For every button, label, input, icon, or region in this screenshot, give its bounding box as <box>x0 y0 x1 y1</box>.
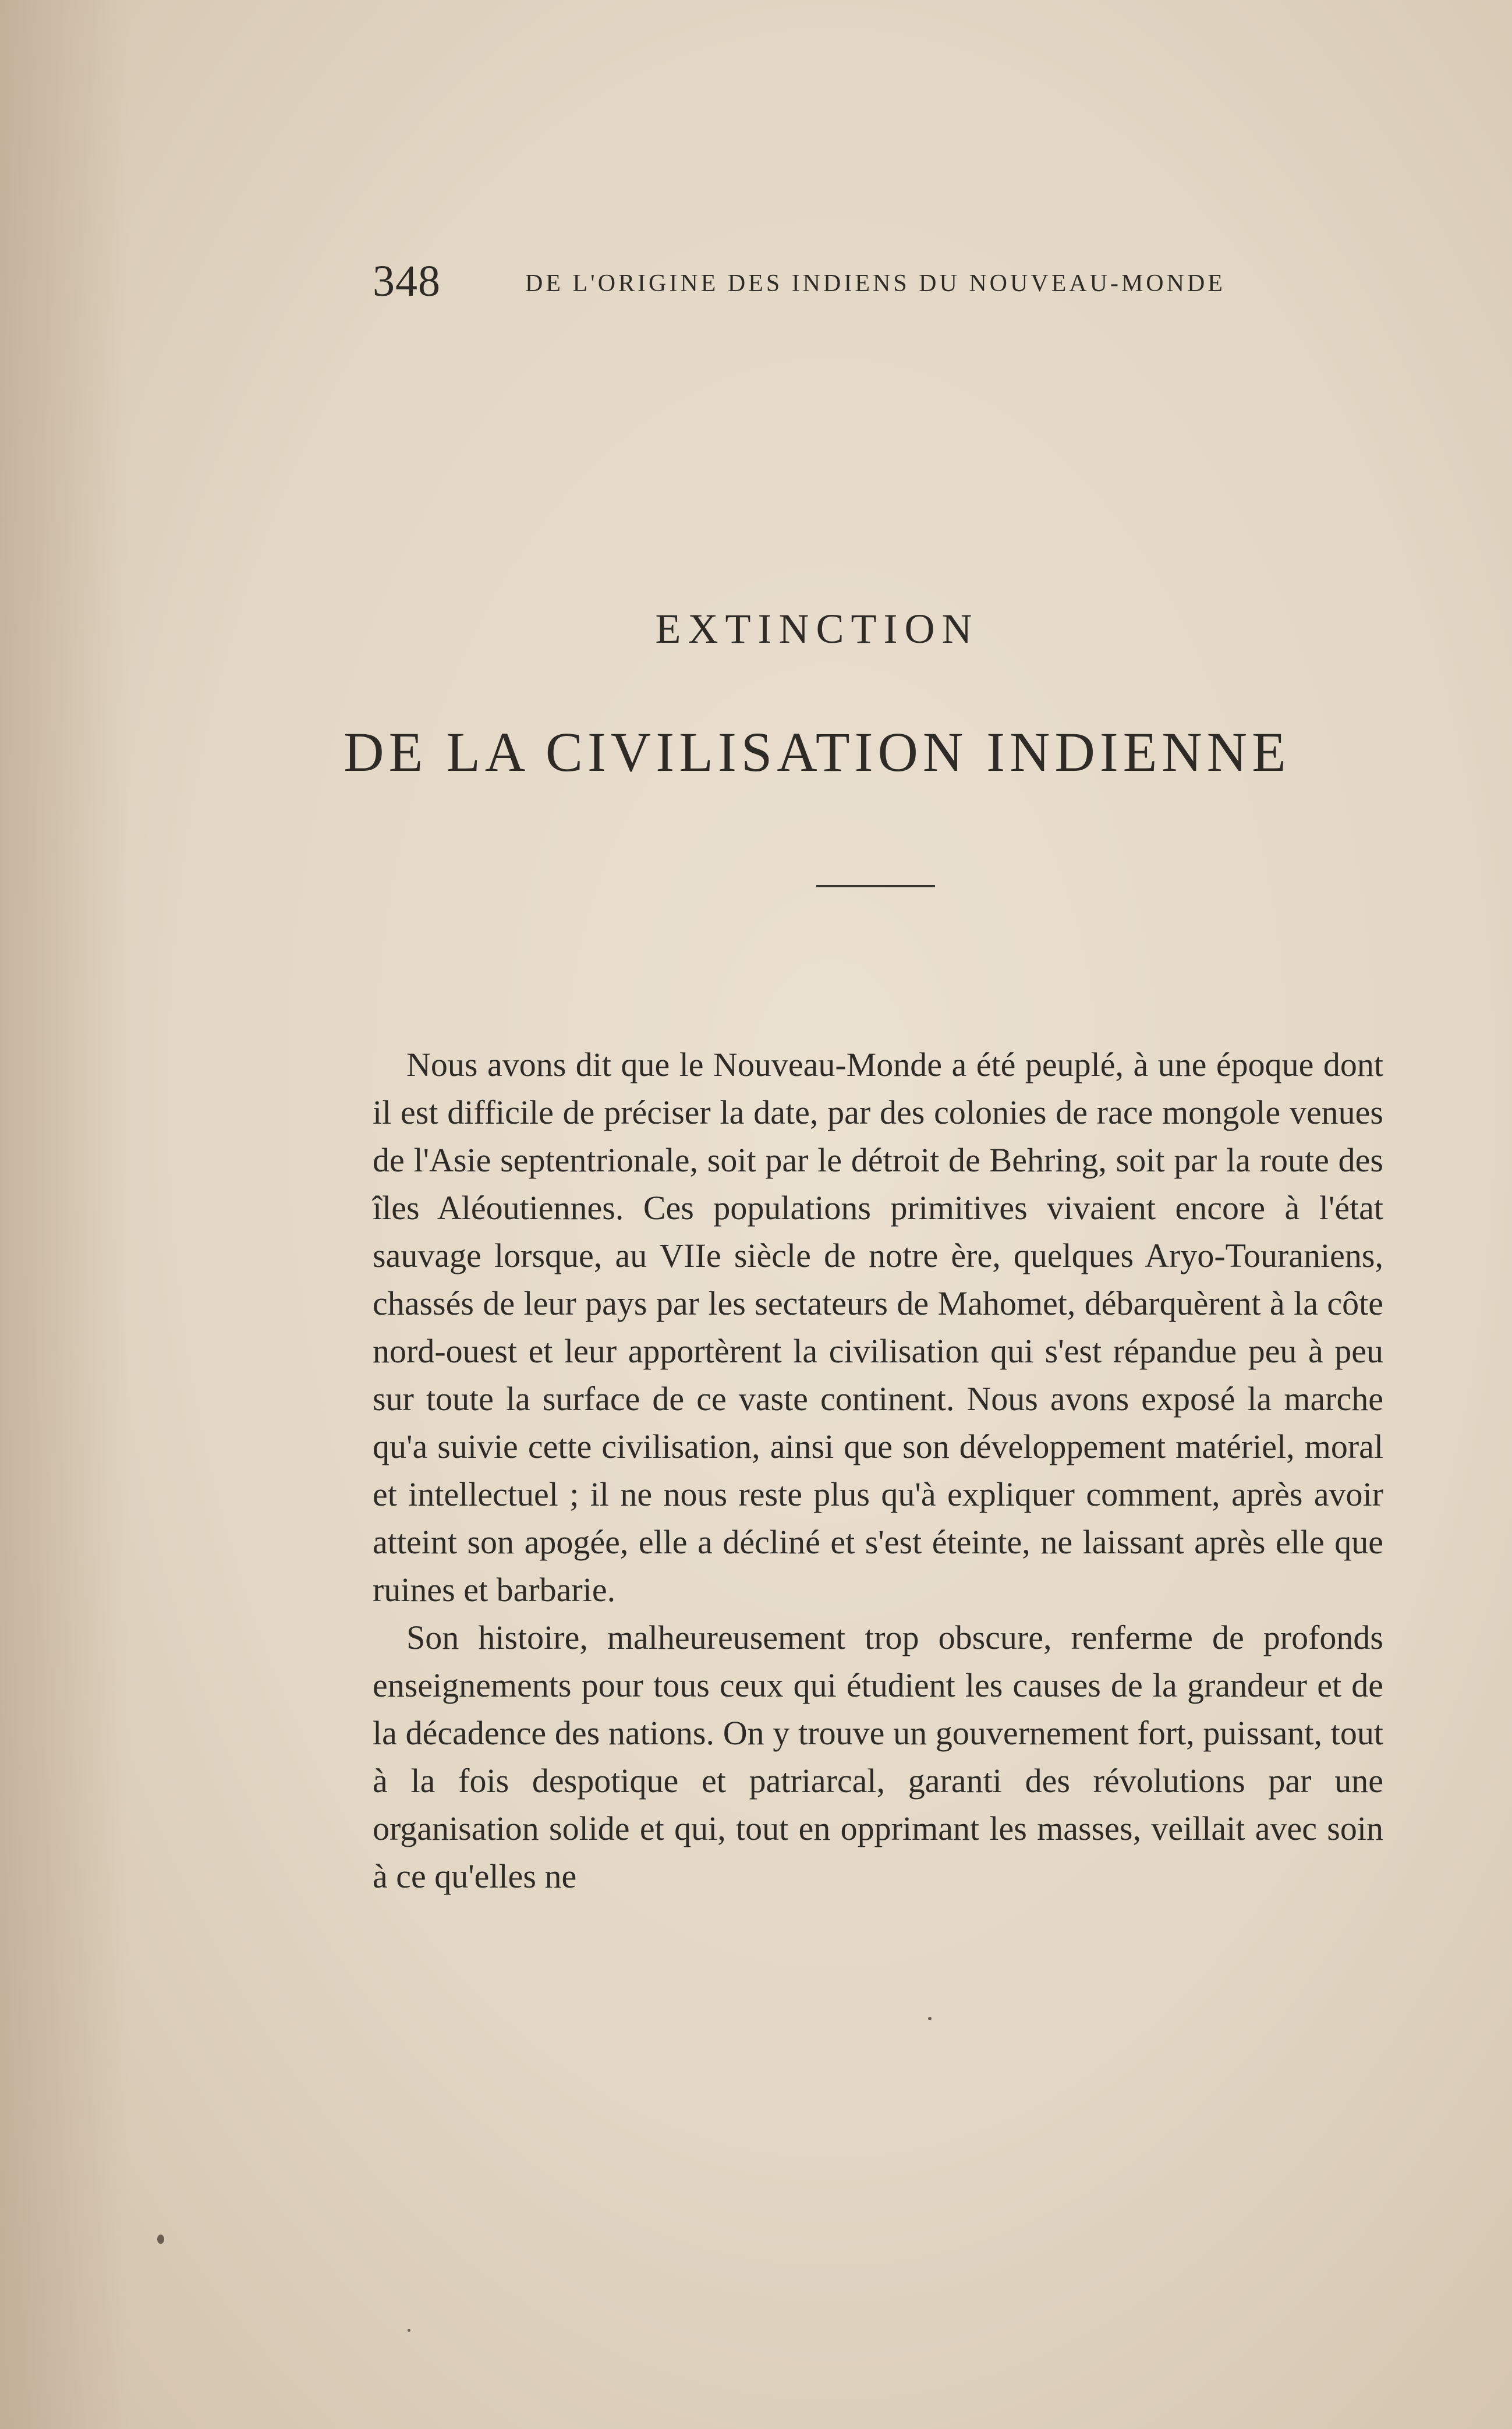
paper-speck <box>408 2329 410 2332</box>
body-text <box>373 1041 1383 1900</box>
paper-speck <box>157 2235 164 2244</box>
running-head <box>373 255 1246 307</box>
page-edge-shading <box>0 0 128 2429</box>
paragraph-1: Nous avons dit que le Nouveau-Monde a été peuplé, à une époque dont il est difficile de préciser la date, par des colonies de race mongole venues de l'Asie septentrionale, soit par le détroit de Behring, soit par la route des îles Aléoutiennes. Ces populations primitives vivaient encore à l'état sauvage lorsque, au VIIe siècle de notre ère, quelques Aryo-Touraniens, chassés de leur pays par les sectateurs de Mahomet, débarquèrent à la côte nord-ouest et leur apportèrent la civilisation qui s'est répandue peu à peu sur toute la surface de ce vaste continent. Nous avons exposé la marche qu'a suivie cette civilisation, ainsi que son développement matériel, moral et intellectuel ; il ne nous reste plus qu'à expliquer comment, après avoir atteint son apogée, elle a décliné et s'est éteinte, ne laissant après elle que ruines et barbarie. <box>373 1046 1383 1609</box>
chapter-title-line-1: EXTINCTION <box>655 606 979 652</box>
paragraph-2: Son histoire, malheureusement trop obscure, renferme de profonds enseignements pour tous ceux qui étudient les causes de la grandeur et de la décadence des nations. On y trouve un gouvernement fort, puissant, tout à la fois despotique et patriarcal, garanti des révolutions par une organisation solide et qui, tout en opprimant les masses, veillait avec soin à ce qu'elles ne <box>373 1619 1383 1895</box>
paper-speck <box>928 2017 932 2020</box>
chapter-title-line-2: DE LA CIVILISATION INDIENNE <box>344 721 1291 783</box>
page-number: 348 <box>373 257 441 306</box>
running-head-title: DE L'ORIGINE DES INDIENS DU NOUVEAU-MONDE <box>525 270 1226 297</box>
title-divider-rule <box>816 885 935 887</box>
